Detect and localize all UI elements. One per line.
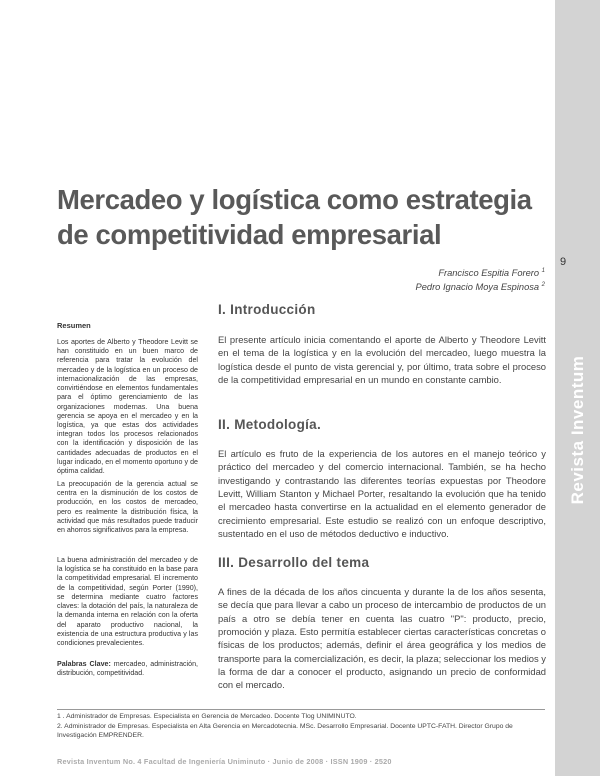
sidebar-label: Revista Inventum	[567, 355, 587, 505]
keywords	[57, 660, 198, 678]
footnote-2: 2. Administrador de Empresas. Especialista en Alta Gerencia en Mercadotecnia. MSc. Desarrollo Empresarial. Docente UPTC-FATH. Director Grupo de Investigación EMPRENDER.	[57, 723, 513, 739]
section-heading-desarrollo: III. Desarrollo del tema	[218, 555, 370, 570]
journal-footer: Revista Inventum No. 4 Facultad de Ingeniería Uniminuto · Junio de 2008 · ISSN 1909 · 2520	[57, 757, 392, 766]
sidebar-label-wrap	[555, 320, 600, 540]
abstract-heading: Resumen	[57, 321, 91, 330]
keywords-list: mercadeo, administración, distribución, competitividad.	[57, 660, 198, 678]
section-text-desarrollo: A fines de la década de los años cincuenta y durante la de los años sesenta, se decía que para llevar a cabo un proceso de intercambio de productos de un país a otro se debía tener en cuenta las cuatro "P": producto, precio, promoción y plaza. Esto permitía establecer ciertas características concretas o físicas de los productos; además, definir el área geográfica y los medios de transporte para la comercialización, es decir, la plaza; seleccionar los medios y la forma de dar a conocer el producto, asignando un precio de conformidad con el mercado.	[218, 586, 546, 691]
section-text-metodologia: El artículo es fruto de la experiencia de los autores en el manejo teórico y práctico del mercadeo y del comercio internacional. También, se ha hecho investigando y contrastando las diferentes teorías expuestas por Theodore Levitt, William Stanton y Michael Porter, resaltando la evolución que ha tenido el mercadeo hasta convertirse en la actualidad en el elemento generador de crecimiento empresarial. Este estudio se realizó con un enfoque descriptivo, sustentado en el uso de métodos deductivo e inductivo.	[218, 448, 546, 540]
author-1: Francisco Espitia Forero $^1$	[438, 268, 545, 279]
section-heading-metodologia: II. Metodología.	[218, 417, 322, 432]
journal-sidebar	[555, 0, 600, 776]
abstract-paragraph-1: Los aportes de Alberto y Theodore Levitt se han constituido en un buen marco de referencia para tratar la evolución del mercadeo y de la logística en un proceso de internacionalización de las empresas, convirtiéndose en elementos fundamentales para el óptimo gerenciamiento de las organizaciones modernas. Una buena gerencia se apoya en el mercadeo y en la logística, ya que estas dos actividades integran todos los procesos relacionados con la identificación y disposición de las cantidades adecuadas de productos en el lugar indicado, en el momento oportuno y de óptima calidad.	[57, 338, 198, 476]
section-text-introduccion: El presente artículo inicia comentando el aporte de Alberto y Theodore Levitt en el tema de la logística y en la evolución del mercadeo, luego muestra la logística desde el punto de vista gerencial y, por último, trata sobre el proceso de la competitividad empresarial en un mundo en constante cambio.	[218, 334, 546, 386]
abstract-paragraph-2: La preocupación de la gerencia actual se centra en la disminución de los costos de producción, en los costos de mercadeo, pero es realmente la distribución física, la actividad que más resultados puede traducir en ahorros significativos para la empresa.	[57, 480, 198, 535]
page-number: 9	[560, 256, 567, 268]
author-2: Pedro Ignacio Moya Espinosa $^2$	[415, 281, 545, 292]
footnote-divider	[57, 709, 545, 710]
abstract-paragraph-3: La buena administración del mercadeo y de la logística se ha constituido en la base para la competitividad empresarial. El incremento de la competitividad, según Porter (1990), se determina mediante cuatro factores claves: la dotación del país, la naturaleza de la demanda interna en relación con la oferta del aparato productivo nacional, la existencia de una estructura productiva y las condiciones prevalecientes.	[57, 556, 198, 647]
section-heading-introduccion: I. Introducción	[218, 302, 316, 317]
author-block	[360, 267, 545, 294]
keywords-label: Palabras Clave:	[57, 660, 111, 668]
footnote-1: 1 . Administrador de Empresas. Especialista en Gerencia de Mercadeo. Docente Tlog UNIMINUTO.	[57, 713, 357, 720]
article-title: Mercadeo y logística como estrategia de competitividad empresarial	[57, 184, 532, 251]
